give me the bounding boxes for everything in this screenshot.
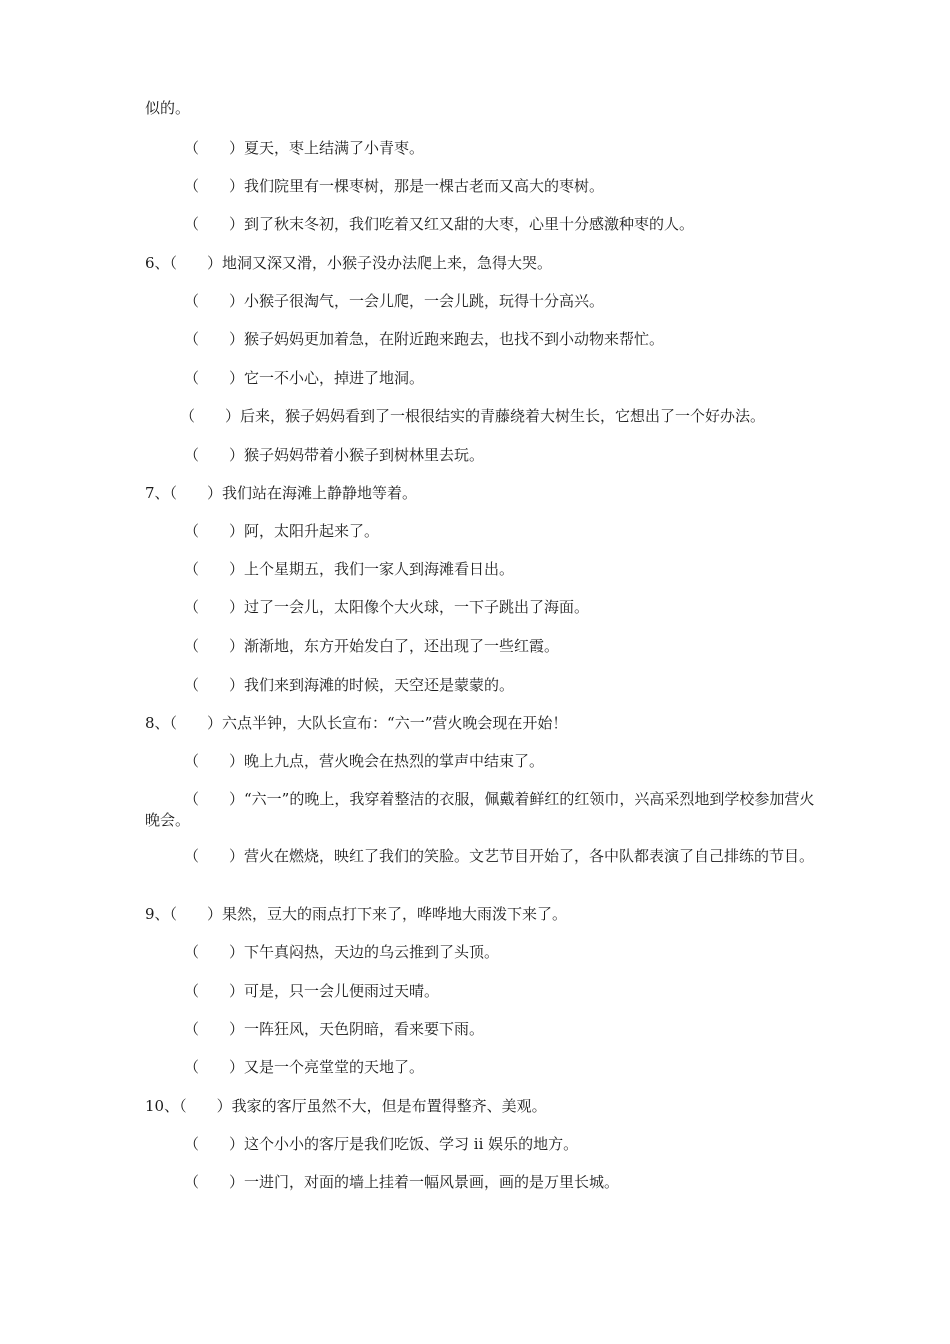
text-line: （ ）一进门，对面的墙上挂着一幅风景画，画的是万里长城。 (184, 1173, 620, 1191)
text-paragraph: （ ）营火在燃烧，映红了我们的笑脸。文艺节目开始了，各中队都表演了自己排练的节目。 (184, 847, 815, 865)
text-line: （ ）一阵狂风，天色阴暗，看来要下雨。 (184, 1020, 485, 1038)
text-line: （ ）我们来到海滩的时候，天空还是蒙蒙的。 (184, 676, 515, 694)
text-line: （ ）夏天，枣上结满了小青枣。 (184, 139, 425, 157)
question-9: 9、（ ）果然，豆大的雨点打下来了，哗哗地大雨泼下来了。 (145, 905, 568, 923)
text-line: （ ）阿，太阳升起来了。 (184, 522, 380, 540)
text-line: （ ）到了秋末冬初，我们吃着又红又甜的大枣，心里十分感激种枣的人。 (184, 215, 695, 233)
text-line: （ ）又是一个亮堂堂的天地了。 (184, 1058, 425, 1076)
question-7: 7、（ ）我们站在海滩上静静地等着。 (145, 484, 418, 502)
question-10: 10、（ ）我家的客厅虽然不大，但是布置得整齐、美观。 (145, 1097, 547, 1115)
text-line: （ ）可是，只一会儿便雨过天晴。 (184, 982, 440, 1000)
text-line: （ ）这个小小的客厅是我们吃饭、学习 ii 娱乐的地方。 (184, 1135, 579, 1153)
text-line: （ ）晚上九点，营火晚会在热烈的掌声中结束了。 (184, 752, 545, 770)
text-line: （ ）上个星期五，我们一家人到海滩看日出。 (184, 560, 515, 578)
text-line: （ ）我们院里有一棵枣树，那是一棵古老而又高大的枣树。 (184, 177, 605, 195)
text-paragraph: （ ）“六一”的晚上，我穿着整洁的衣服，佩戴着鲜红的红领巾，兴高采烈地到学校参加营火晚会。 (145, 790, 815, 829)
question-6: 6、（ ）地洞又深又滑，小猴子没办法爬上来，急得大哭。 (145, 254, 553, 272)
question-8: 8、（ ）六点半钟，大队长宣布：“六一”营火晚会现在开始！ (145, 714, 568, 732)
text-line: （ ）下午真闷热，天边的乌云推到了头顶。 (184, 943, 500, 961)
text-line: 似的。 (145, 99, 191, 117)
text-line: （ ）它一不小心，掉进了地洞。 (184, 369, 425, 387)
text-line: （ ）猴子妈妈带着小猴子到树林里去玩。 (184, 446, 485, 464)
text-line: （ ）小猴子很淘气，一会儿爬，一会儿跳，玩得十分高兴。 (184, 292, 605, 310)
text-line: （ ）猴子妈妈更加着急，在附近跑来跑去，也找不到小动物来帮忙。 (184, 330, 665, 348)
text-line: （ ）渐渐地，东方开始发白了，还出现了一些红霞。 (184, 637, 560, 655)
text-line: （ ）后来，猴子妈妈看到了一根很结实的青藤绕着大树生长，它想出了一个好办法。 (180, 407, 766, 425)
text-line: （ ）过了一会儿，太阳像个大火球，一下子跳出了海面。 (184, 598, 590, 616)
